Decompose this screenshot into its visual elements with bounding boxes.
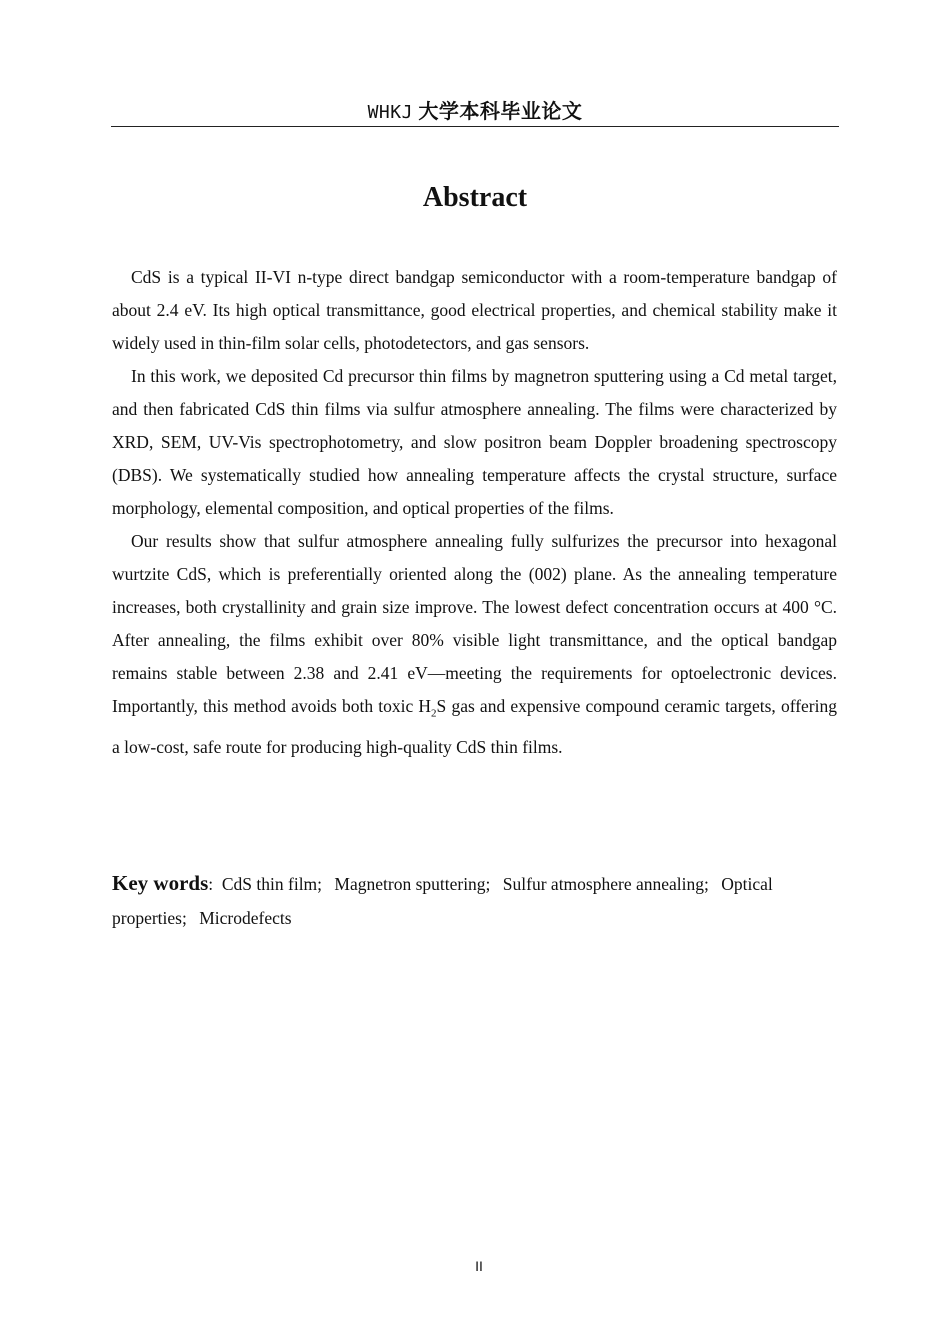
header-thesis-label: 大学本科毕业论文	[418, 99, 583, 123]
keyword-item: CdS thin film;	[221, 874, 323, 894]
keyword-item: Sulfur atmosphere annealing;	[502, 874, 709, 894]
paragraph-3-text-b: S gas and expensive compound ceramic targets, offering a low-cost, safe route for producing high-quality CdS thin films.	[112, 696, 837, 757]
header-title	[368, 101, 583, 123]
h2s-subscript: 2	[431, 707, 437, 720]
keyword-item: Optical properties;	[112, 874, 773, 928]
keyword-item: Magnetron sputtering;	[334, 874, 491, 894]
abstract-paragraph-2: In this work, we deposited Cd precursor thin films by magnetron sputtering using a Cd metal target, and then fabricated CdS thin films via sulfur atmosphere annealing. The films were characterized by XRD, SEM, UV-Vis spectrophotometry, and slow positron beam Doppler broadening spectroscopy (DBS). We systematically studied how annealing temperature affects the crystal structure, surface morphology, elemental composition, and optical properties of the films.	[112, 366, 837, 518]
header-university-code: WHKJ	[367, 102, 413, 123]
keywords-label: Key words	[112, 871, 209, 895]
abstract-body	[112, 261, 837, 764]
abstract-paragraph-1: CdS is a typical II-VI n-type direct bandgap semiconductor with a room-temperature bandgap of about 2.4 eV. Its high optical transmittance, good electrical properties, and chemical stability make it widely used in thin-film solar cells, photodetectors, and gas sensors.	[112, 267, 837, 353]
page-header	[111, 96, 839, 127]
keywords-colon: :	[208, 874, 214, 894]
abstract-paragraph-3	[112, 525, 837, 764]
page-number: II	[475, 1258, 483, 1274]
abstract-title: Abstract	[422, 182, 528, 213]
keyword-item: Microdefects	[199, 908, 292, 928]
keywords-section	[112, 866, 837, 935]
paragraph-3-text-a: Our results show that sulfur atmosphere annealing fully sulfurizes the precursor into hexagonal wurtzite CdS, which is preferentially oriented along the (002) plane. As the annealing temperature increases, both crystallinity and grain size improve. The lowest defect concentration occurs at 400 °C. After annealing, the films exhibit over 80% visible light transmittance, and the optical bandgap remains stable between 2.38 and 2.41 eV—meeting the requirements for optoelectronic devices. Importantly, this method avoids both toxic H	[112, 531, 837, 716]
